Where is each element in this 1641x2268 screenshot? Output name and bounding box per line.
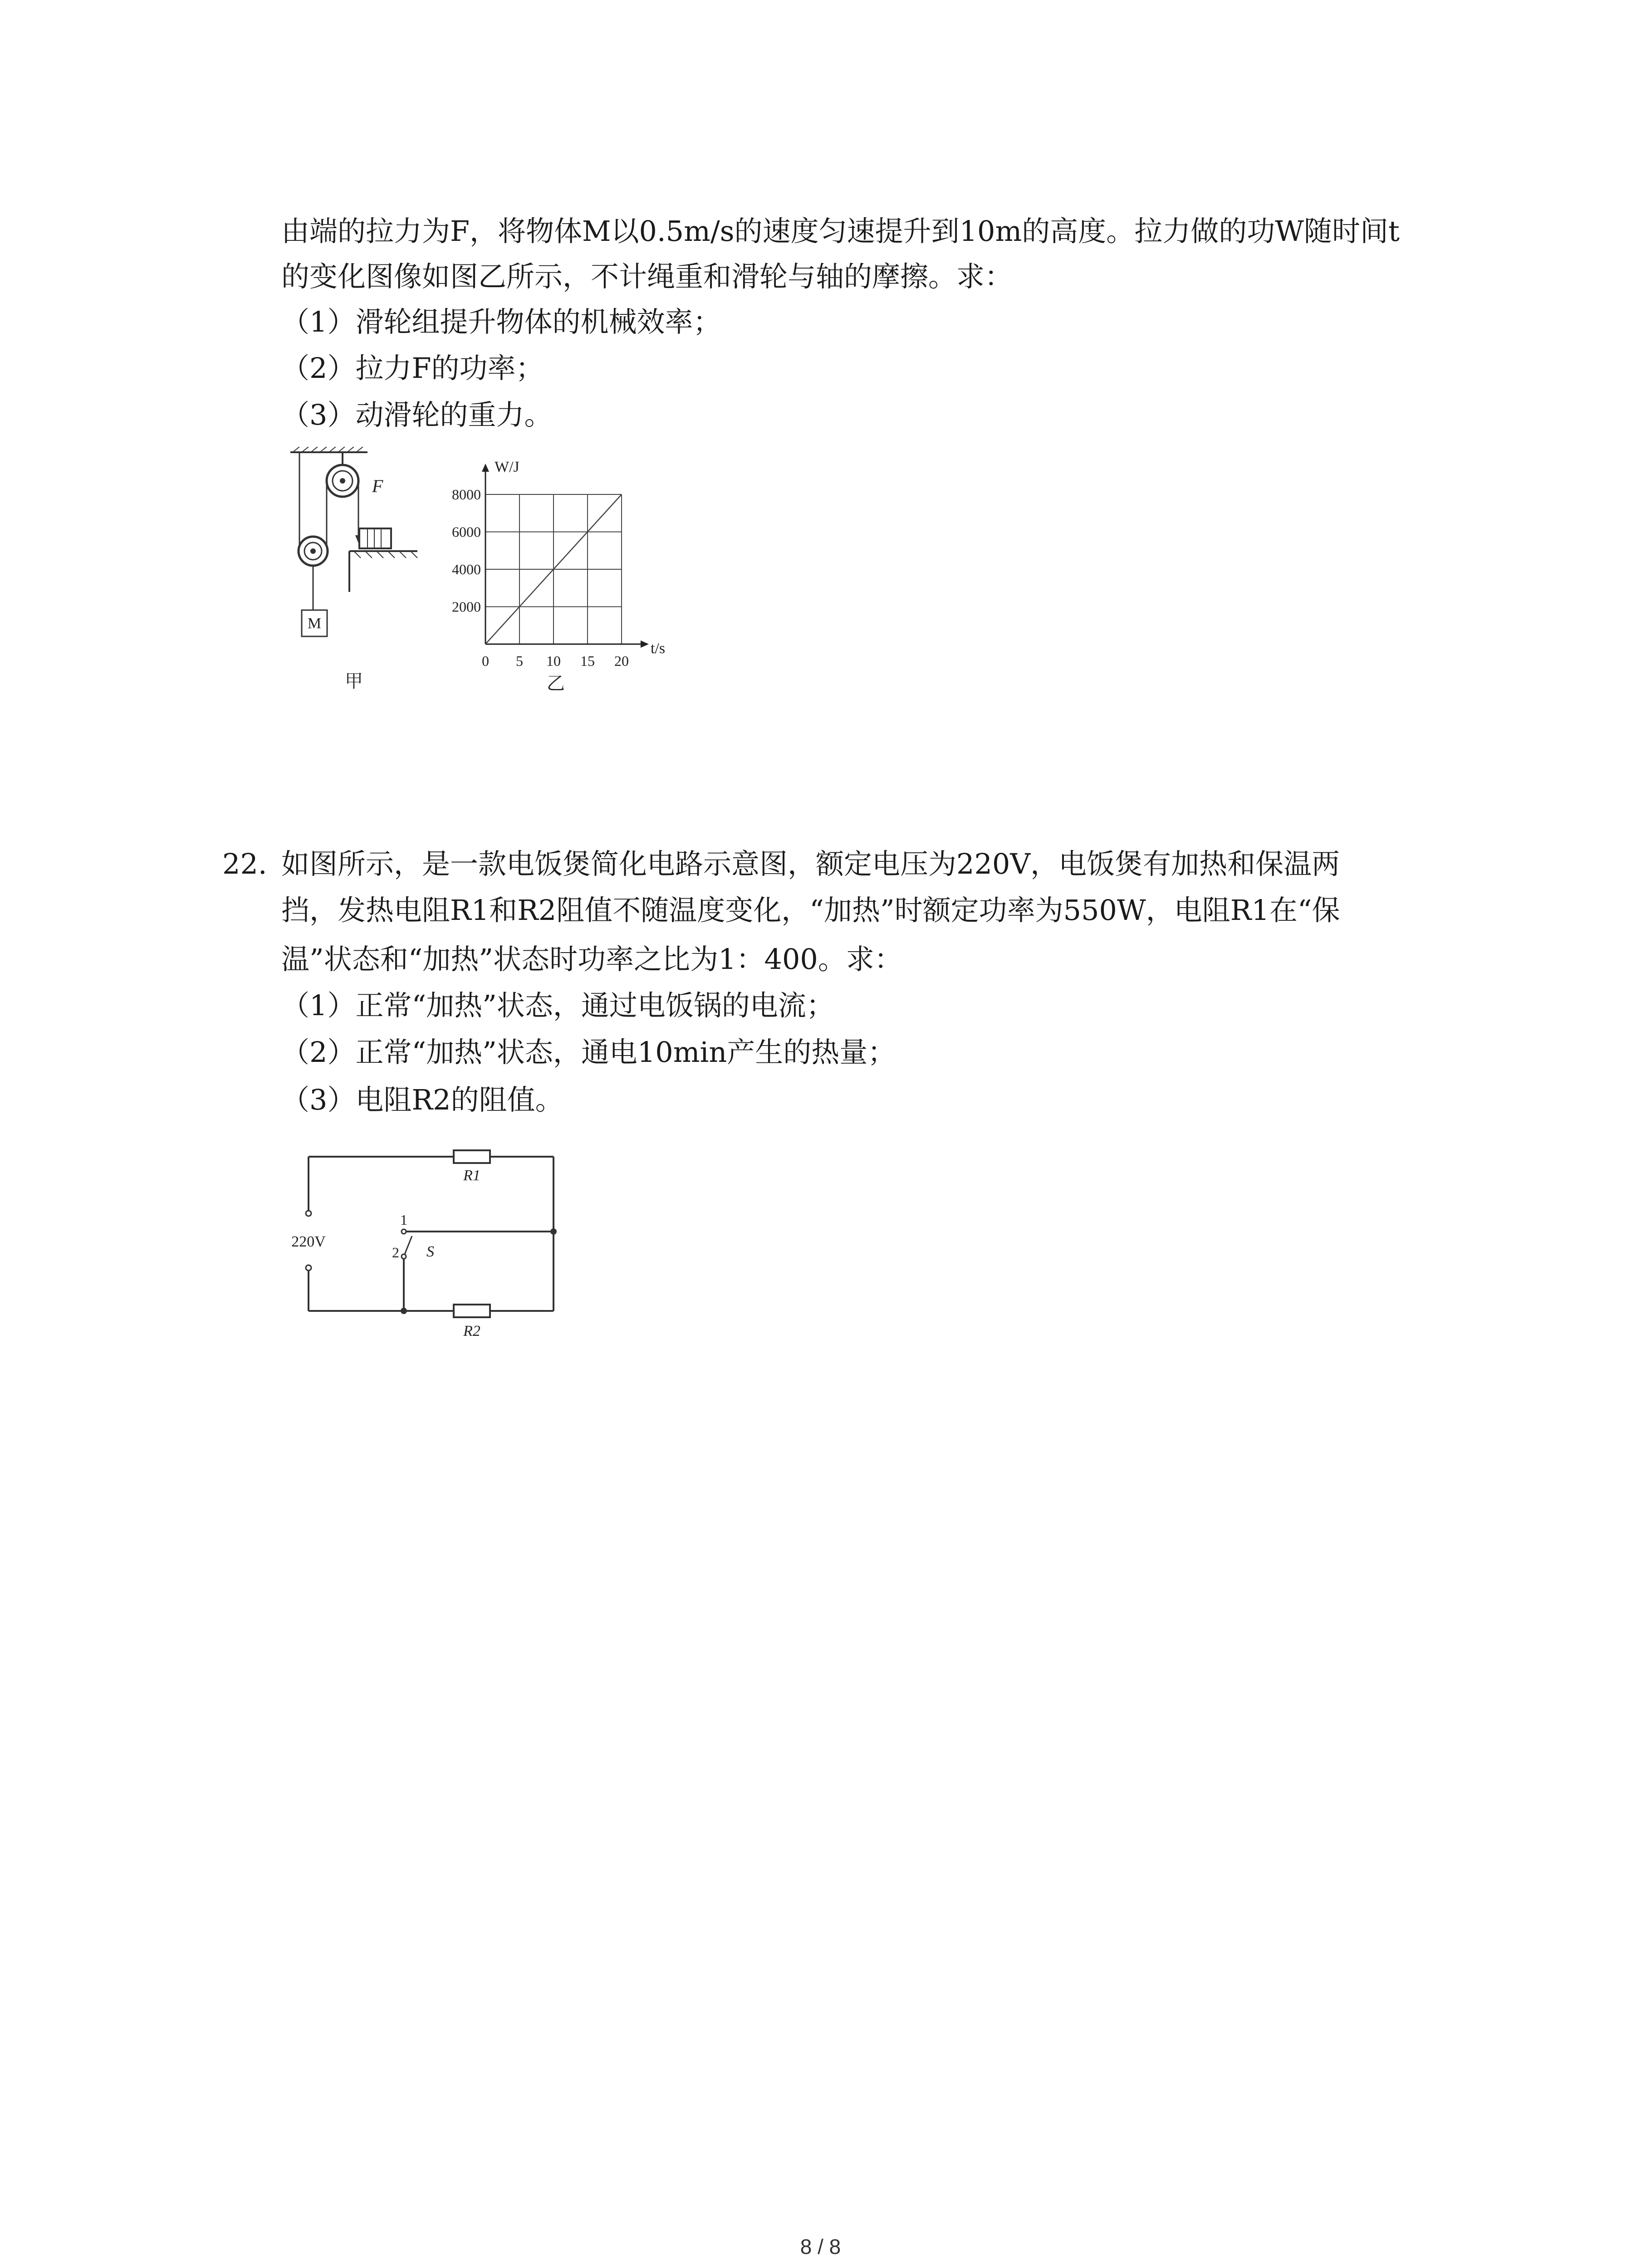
q21-line-2: 的变化图像如图乙所示，不计绳重和滑轮与轴的摩擦。求：	[281, 260, 1013, 293]
y-tick-label: 2000	[452, 598, 481, 615]
y-axis-arrow	[482, 464, 489, 472]
q22-part-2: （2）正常“加热”状态，通电10min产生的热量；	[281, 1036, 896, 1069]
x-tick-label: 15	[580, 653, 595, 669]
switch-contact-1: 1	[400, 1212, 407, 1228]
r2-label: R2	[463, 1323, 480, 1339]
switch-label: S	[426, 1243, 434, 1260]
q22-line-3: 温”状态和“加热”状态时功率之比为1：400。求：	[281, 943, 902, 976]
x-axis-label: t/s	[650, 640, 666, 657]
x-tick-label: 20	[614, 653, 629, 669]
y-tick-label: 8000	[452, 486, 481, 503]
x-axis-arrow	[641, 640, 649, 648]
circuit-diagram	[290, 1143, 572, 1343]
figure-caption-yi: 乙	[547, 673, 565, 694]
q21-part-1: （1）滑轮组提升物体的机械效率；	[281, 305, 721, 338]
page-number: 8 / 8	[800, 2235, 841, 2258]
x-tick-label: 0	[482, 653, 489, 669]
q21-part-3: （3）动滑轮的重力。	[281, 398, 553, 431]
force-label: F	[372, 476, 383, 496]
y-tick-label: 4000	[452, 561, 481, 577]
q22-part-1: （1）正常“加热”状态，通过电饭锅的电流；	[281, 989, 834, 1022]
pulley-diagram	[281, 447, 426, 701]
x-tick-label: 5	[516, 653, 523, 669]
x-tick-label: 10	[546, 653, 561, 669]
voltage-label: 220V	[291, 1233, 326, 1250]
q22-line-1: 如图所示，是一款电饭煲简化电路示意图，额定电压为220V，电饭煲有加热和保温两	[281, 847, 1340, 880]
q21-line-1: 由端的拉力为F，将物体M以0.5m/s的速度匀速提升到10m的高度。拉力做的功W随时间t	[281, 215, 1400, 248]
q22-part-3: （3）电阻R2的阻值。	[281, 1083, 563, 1116]
r1-label: R1	[463, 1167, 480, 1184]
q22-line-2: 挡，发热电阻R1和R2阻值不随温度变化，“加热”时额定功率为550W，电阻R1在“保	[281, 894, 1340, 927]
figure-caption-jia: 甲	[345, 671, 363, 691]
chart-ticks	[452, 486, 629, 669]
y-tick-label: 6000	[452, 523, 481, 540]
work-time-chart	[436, 454, 671, 699]
switch-contact-2: 2	[392, 1244, 399, 1261]
y-axis-label: W/J	[495, 459, 519, 475]
mass-label: M	[307, 615, 322, 632]
q22-number: 22.	[222, 847, 267, 880]
q21-part-2: （2）拉力F的功率；	[281, 352, 544, 385]
